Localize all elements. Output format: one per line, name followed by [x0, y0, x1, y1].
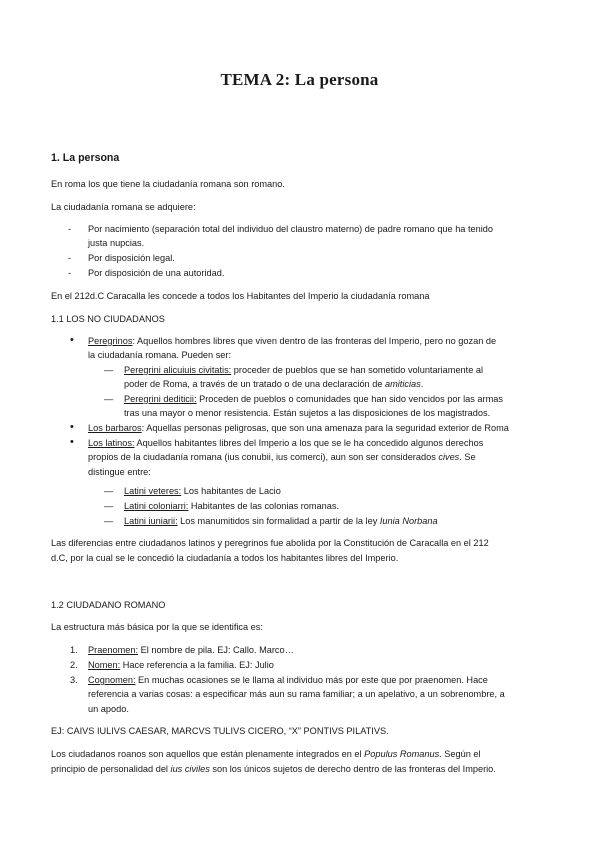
- numbered-item-praenomen: Praenomen: El nombre de pila. EJ: Callo. Marco…: [88, 645, 294, 655]
- section-heading-la-persona: 1. La persona: [51, 152, 120, 164]
- bullet-marker: •: [70, 436, 74, 448]
- list-item: Por disposición de una autoridad.: [88, 268, 225, 278]
- bullet-marker: •: [70, 421, 74, 433]
- term-label: Praenomen:: [88, 645, 139, 655]
- numbered-item-continuation: un apodo.: [88, 704, 129, 714]
- term-label: Cognomen:: [88, 675, 136, 685]
- list-item-latinos: Los latinos: Aquellos habitantes libres del Imperio a los que se le ha concedido algunos derechos: [88, 438, 484, 448]
- numbered-item-cognomen: Cognomen: En muchas ocasiones se le llama al individuo más por este que por praenomen. Hace: [88, 675, 488, 685]
- paragraph: En roma los que tiene la ciudadanía romana son romano.: [51, 179, 285, 189]
- dash-marker: -: [68, 224, 72, 234]
- list-item-barbaros: Los barbaros: Aquellas personas peligrosas, que son una amenaza para la seguridad exterior de Roma: [88, 423, 509, 433]
- paragraph-continuation: d.C, por la cual se le concedió la ciudadanía a todos los habitantes libres del Imperio.: [51, 553, 399, 563]
- term-label: Peregrini dediticii:: [124, 394, 197, 404]
- emdash-marker: —: [104, 501, 114, 511]
- sub-item: Latini veteres: Los habitantes de Lacio: [124, 486, 281, 496]
- dash-marker: -: [68, 253, 72, 263]
- emdash-marker: —: [104, 486, 114, 496]
- list-item-peregrinos: Peregrinos: Aquellos hombres libres que viven dentro de las fronteras del Imperio, pero no gozan de: [88, 336, 497, 346]
- term-label: Los barbaros: [88, 423, 142, 433]
- section-heading-no-ciudadanos: 1.1 LOS NO CIUDADANOS: [51, 314, 165, 324]
- list-number: 1.: [70, 645, 78, 655]
- example-line: EJ: CAIVS IULIVS CAESAR, MARCVS TULIVS CICERO, “X” PONTIVS PILATIVS.: [51, 726, 389, 736]
- list-item-continuation: propios de la ciudadanía romana (ius conubii, ius comerci), aun son ser considerados cives. Se: [88, 452, 476, 462]
- sub-item-continuation: poder de Roma, a través de un tratado o de una declaración de amiticias.: [124, 379, 424, 389]
- paragraph: La estructura más básica por la que se identifica es:: [51, 622, 263, 632]
- list-item-continuation: distingue entre:: [88, 467, 151, 477]
- term-label: Latini veteres:: [124, 486, 182, 496]
- bullet-marker: •: [70, 334, 74, 346]
- sub-item: Peregrini dediticii: Proceden de pueblos o comunidades que han sido vencidos por las armas: [124, 394, 503, 404]
- term-label: Peregrinos: [88, 336, 133, 346]
- dash-marker: -: [68, 268, 72, 278]
- paragraph: En el 212d.C Caracalla les concede a todos los Habitantes del Imperio la ciudadanía romana: [51, 291, 430, 301]
- list-item: Por disposición legal.: [88, 253, 175, 263]
- term-label: Latini coloniarri:: [124, 501, 189, 511]
- sub-item-continuation: tras una mayor o menor resistencia. Están sujetos a las disposiciones de los magistrados.: [124, 408, 491, 418]
- term-label: Los latinos:: [88, 438, 135, 448]
- document-title: TEMA 2: La persona: [220, 70, 379, 89]
- term-label: Peregrini alicuiuis civitatis:: [124, 365, 232, 375]
- term-label: Nomen:: [88, 660, 121, 670]
- section-heading-ciudadano-romano: 1.2 CIUDADANO ROMANO: [51, 600, 166, 610]
- numbered-item-nomen: Nomen: Hace referencia a la familia. EJ: Julio: [88, 660, 274, 670]
- list-number: 3.: [70, 675, 78, 685]
- list-item-continuation: la ciudadanía romana. Pueden ser:: [88, 350, 232, 360]
- paragraph: La ciudadanía romana se adquiere:: [51, 202, 196, 212]
- emdash-marker: —: [104, 516, 114, 526]
- emdash-marker: —: [104, 365, 114, 375]
- paragraph: Las diferencias entre ciudadanos latinos y peregrinos fue abolida por la Constitución de Caracalla en el 212: [51, 538, 489, 548]
- term-label: Latini iuniarii:: [124, 516, 178, 526]
- numbered-item-continuation: referencia a varias cosas: a especificar más aun su rama familiar; a un apelativo, a un sobrenombre, a: [88, 689, 505, 699]
- list-item: Por nacimiento (separación total del individuo del claustro materno) de padre romano que ha tenido: [88, 224, 494, 234]
- list-number: 2.: [70, 660, 78, 670]
- sub-item: Latini iuniarii: Los manumitidos sin formalidad a partir de la ley Iunia Norbana: [124, 516, 438, 526]
- emdash-marker: —: [104, 394, 114, 404]
- sub-item: Latini coloniarri: Habitantes de las colonias romanas.: [124, 501, 340, 511]
- paragraph-continuation: principio de personalidad del ius civiles son los únicos sujetos de derecho dentro de las fronteras del Imperio.: [51, 764, 496, 774]
- list-item-continuation: justa nupcias.: [88, 238, 145, 248]
- sub-item: Peregrini alicuiuis civitatis: proceder de pueblos que se han sometido voluntariamente al: [124, 365, 484, 375]
- paragraph: Los ciudadanos roanos son aquellos que están plenamente integrados en el Populus Romanus. Según el: [51, 749, 481, 759]
